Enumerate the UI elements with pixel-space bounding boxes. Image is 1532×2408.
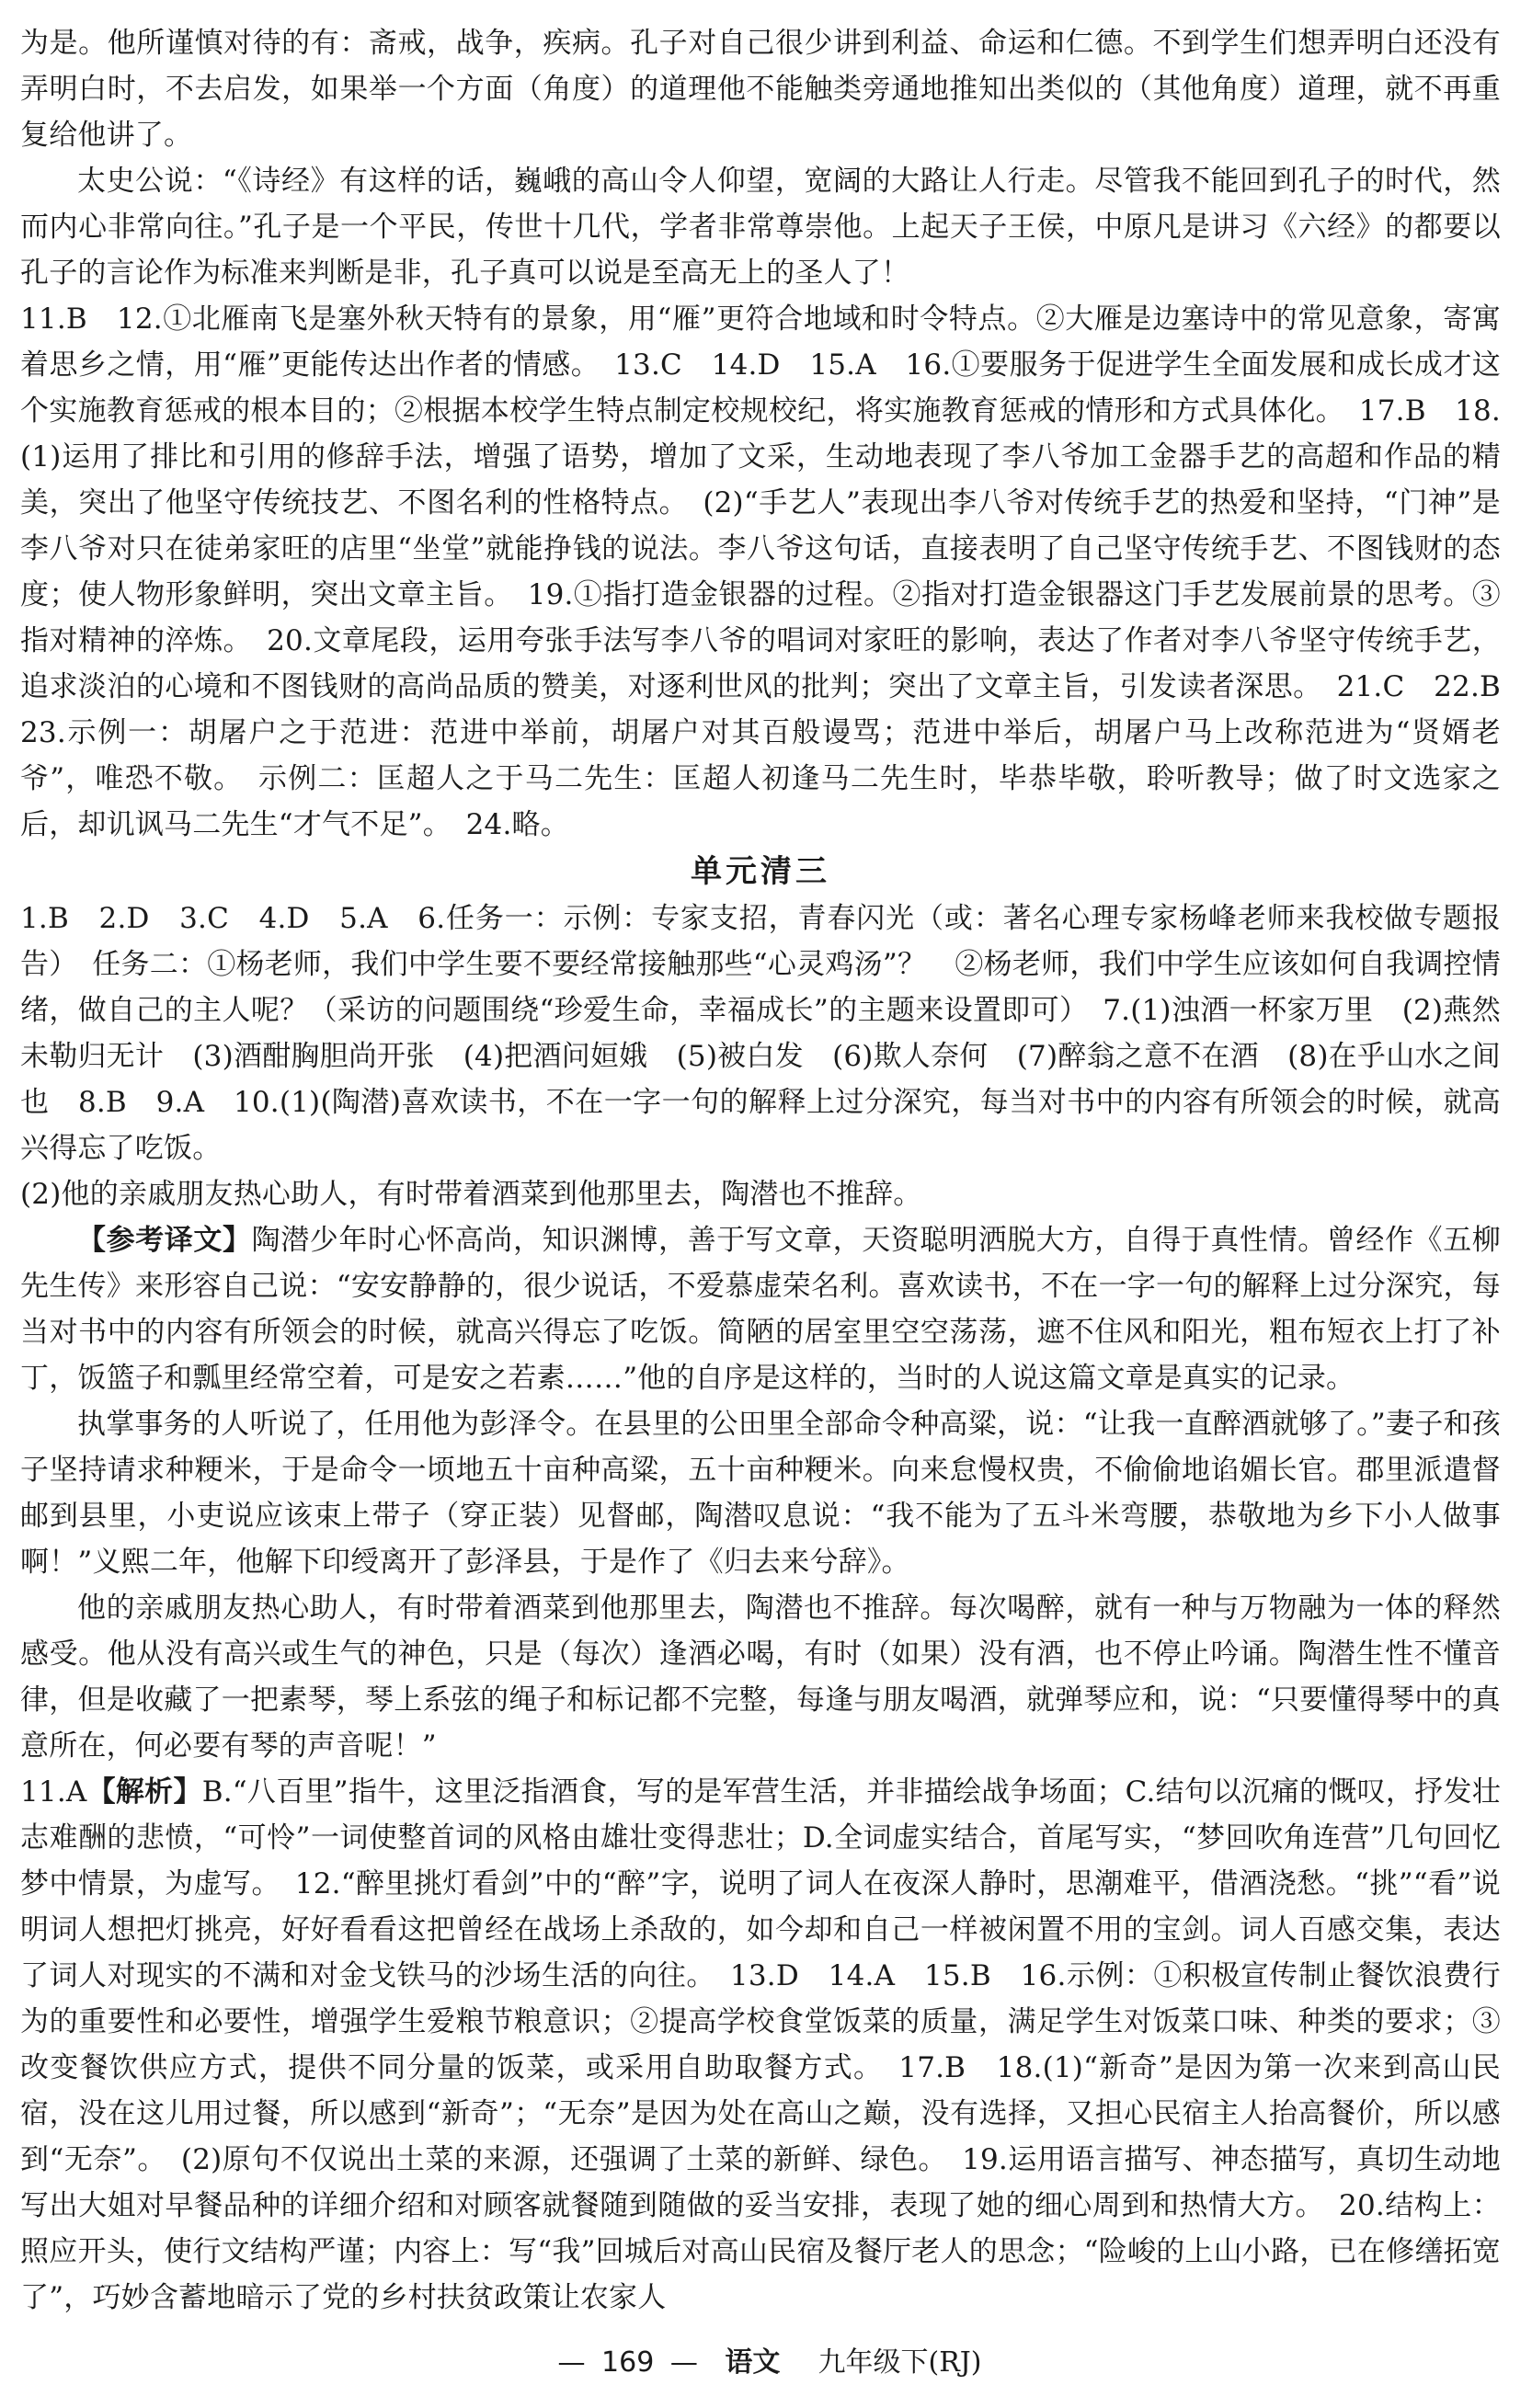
reference-translation-label: 【参考译文】 [77,1224,252,1257]
paragraph-answer-10-2: (2)他的亲戚朋友热心助人，有时带着酒菜到他那里去，陶潜也不推辞。 [20,1178,922,1211]
translation-text-1: 陶潜少年时心怀高尚，知识渊博，善于写文章，天资聪明洒脱大方，自得于真性情。曾经作《五柳先生传》来形容自己说：“安安静静的，很少说话，不爱慕虚荣名利。喜欢读书，不在一字一句的解释上过分深究，每当对书中的内容有所领会的时候，就高兴得忘了吃饭。简陋的居室里空空荡荡，遮不住风和阳光，粗布短衣上打了补丁，饭篮子和瓢里经常空着，可是安之若素……”他的自序是这样的，当时的人说这篇文章是真实的记录。 [20,1224,1501,1395]
analysis-text: B.“八百里”指牛，这里泛指酒食，写的是军营生活，并非描绘战争场面；C.结句以沉痛的慨叹，抒发壮志难酬的悲愤，“可怜”一词使整首词的风格由雄壮变得悲壮；D.全词虚实结合，首尾写实，“梦回吹角连营”几句回忆梦中情景，为虚写。 12.“醉里挑灯看剑”中的“醉”字，说明了词人在夜深人静时，思潮难平，借酒浇愁。“挑”“看”说明词人想把灯挑亮，好好看看这把曾经在战场上杀敌的，如今却和自己一样被闲置不用的宝剑。词人百感交集，表达了词人对现实的不满和对金戈铁马的沙场生活的向往。 13.D 14.A 15.B 16.示例：①积极宣传制止餐饮浪费行为的重要性和必要性，增强学生爱粮节粮意识；②提高学校食堂饭菜的质量，满足学生对饭菜口味、种类的要求；③改变餐饮供应方式，提供不同分量的饭菜，或采用自助取餐方式。 17.B 18.(1)“新奇”是因为第一次来到高山民宿，没在这儿用过餐，所以感到“新奇”；“无奈”是因为处在高山之巅，没有选择，又担心民宿主人抬高餐价，所以感到“无奈”。 (2)原句不仅说出土菜的来源，还强调了土菜的新鲜、绿色。 19.运用语言描写、神态描写，真切生动地写出大姐对早餐品种的详细介绍和对顾客就餐随到随做的妥当安排，表现了她的细心周到和热情大方。 20.结构上：照应开头，使行文结构严谨；内容上：写“我”回城后对高山民宿及餐厅老人的思念；“险峻的上山小路，已在修缮拓宽了”，巧妙含蓄地暗示了党的乡村扶贫政策让农家人 [20,1775,1501,2314]
paragraph-answers-11-20 [20,1769,1501,2321]
paragraph-translation-1 [20,1217,1501,1401]
answer-11-prefix: 11.A [20,1775,87,1809]
footer-dash-right: — [669,2346,698,2379]
paragraph-answers-1-10: 1.B 2.D 3.C 4.D 5.A 6.任务一：示例：专家支招，青春闪光（或：著名心理专家杨峰老师来我校做专题报告） 任务二：①杨老师，我们中学生要不要经常接触那些“心灵鸡汤”？ ②杨老师，我们中学生应该如何自我调控情绪，做自己的主人呢？（采访的问题围绕“珍爱生命，幸福成长”的主题来设置即可） 7.(1)浊酒一杯家万里 (2)燕然未勒归无计 (3)酒酣胸胆尚开张 (4)把酒问姮娥 (5)被白发 (6)欺人奈何 (7)醉翁之意不在酒 (8)在乎山水之间也 8.B 9.A 10.(1)(陶潜)喜欢读书，不在一字一句的解释上过分深究，每当对书中的内容有所领会的时候，就高兴得忘了吃饭。 [20,902,1501,1165]
page-footer [0,2345,1532,2381]
paragraph-translation-3: 他的亲戚朋友热心助人，有时带着酒菜到他那里去，陶潜也不推辞。每次喝醉，就有一种与万物融为一体的释然感受。他从没有高兴或生气的神色，只是（每次）逢酒必喝，有时（如果）没有酒，也不停止吟诵。陶潜生性不懂音律，但是收藏了一把素琴，琴上系弦的绳子和标记都不完整，每逢与朋友喝酒，就弹琴应和，说：“只要懂得琴中的真意所在，何必要有琴的声音呢！” [20,1592,1501,1763]
paragraph-translation-2: 执掌事务的人听说了，任用他为彭泽令。在县里的公田里全部命令种高粱，说：“让我一直醉酒就够了。”妻子和孩子坚持请求种粳米，于是命令一顷地五十亩种高粱，五十亩种粳米。向来怠慢权贵，不偷偷地谄媚长官。郡里派遣督邮到县里，小吏说应该束上带子（穿正装）见督邮，陶潜叹息说：“我不能为了五斗米弯腰，恭敬地为乡下小人做事啊！”义熙二年，他解下印绶离开了彭泽县，于是作了《归去来兮辞》。 [20,1408,1501,1579]
paragraph-taishigong: 太史公说：“《诗经》有这样的话，巍峨的高山令人仰望，宽阔的大路让人行走。尽管我不能回到孔子的时代，然而内心非常向往。”孔子是一个平民，传世十几代，学者非常尊崇他。上起天子王侯，中原凡是讲习《六经》的都要以孔子的言论作为标准来判断是非，孔子真可以说是至高无上的圣人了！ [20,165,1501,290]
footer-subject: 语文 [725,2346,781,2379]
paragraph-confucius-end: 为是。他所谨慎对待的有：斋戒，战争，疾病。孔子对自己很少讲到利益、命运和仁德。不到学生们想弄明白还没有弄明白时，不去启发，如果举一个方面（角度）的道理他不能触类旁通地推知出类似的（其他角度）道理，就不再重复给他讲了。 [20,27,1501,152]
answer-page [20,20,1530,2321]
section-title: 单元清三 [691,853,830,890]
footer-grade: 九年级下(RJ) [817,2346,982,2379]
analysis-label: 【解析】 [86,1775,202,1809]
page-number: 169 [601,2346,655,2379]
paragraph-answers-11-24: 11.B 12.①北雁南飞是塞外秋天特有的景象，用“雁”更符合地域和时令特点。②大雁是边塞诗中的常见意象，寄寓着思乡之情，用“雁”更能传达出作者的情感。 13.C 14.D 15.A 16.①要服务于促进学生全面发展和成长成才这个实施教育惩戒的根本目的；②根据本校学生特点制定校规校纪，将实施教育惩戒的情形和方式具体化。 17.B 18.(1)运用了排比和引用的修辞手法，增强了语势，增加了文采，生动地表现了李八爷加工金器手艺的高超和作品的精美，突出了他坚守传统技艺、不图名利的性格特点。 (2)“手艺人”表现出李八爷对传统手艺的热爱和坚持，“门神”是李八爷对只在徒弟家旺的店里“坐堂”就能挣钱的说法。李八爷这句话，直接表明了自己坚守传统手艺、不图钱财的态度；使人物形象鲜明，突出文章主旨。 19.①指打造金银器的过程。②指对打造金银器这门手艺发展前景的思考。③指对精神的淬炼。 20.文章尾段，运用夸张手法写李八爷的唱词对家旺的影响，表达了作者对李八爷坚守传统手艺，追求淡泊的心境和不图钱财的高尚品质的赞美，对逐利世风的批判；突出了文章主旨，引发读者深思。 21.C 22.B 23.示例一：胡屠户之于范进：范进中举前，胡屠户对其百般谩骂；范进中举后，胡屠户马上改称范进为“贤婿老爷”，唯恐不敬。 示例二：匡超人之于马二先生：匡超人初逢马二先生时，毕恭毕敬，聆听教导；做了时文选家之后，却讥讽马二先生“才气不足”。 24.略。 [20,302,1530,841]
footer-dash-left: — [557,2346,586,2379]
